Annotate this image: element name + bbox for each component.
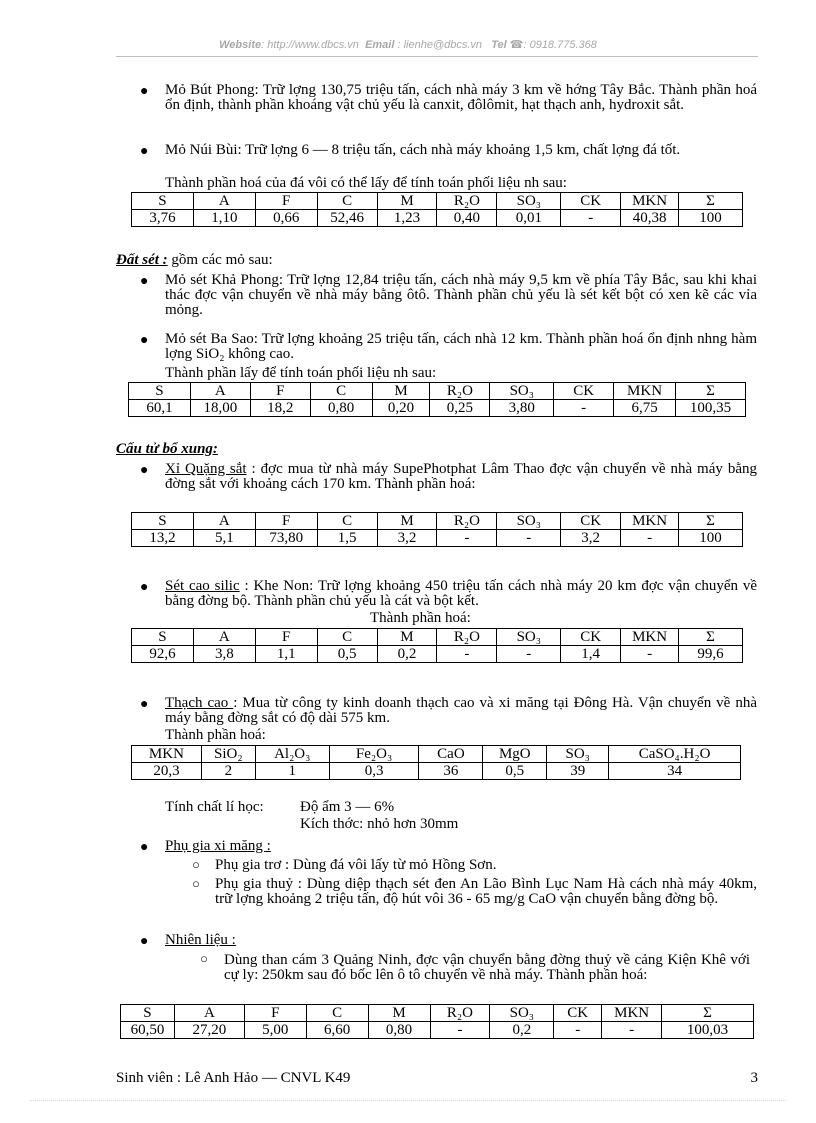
table-header-row bbox=[121, 1005, 754, 1022]
table-cell: 60,1 bbox=[129, 400, 191, 417]
limestone-composition-table bbox=[131, 192, 743, 227]
inert-additive-item: Phụ gia trơ : Dùng đá vôi lấy từ mỏ Hồng Sơn. bbox=[215, 857, 497, 873]
table-header-cell: MKN bbox=[602, 1005, 662, 1022]
table-cell: 0,2 bbox=[377, 646, 437, 663]
table-header-cell: Σ bbox=[662, 1005, 754, 1022]
table-row bbox=[132, 530, 743, 547]
fuel-text: Dùng than cám 3 Quảng Ninh, đợc vận chuyển bằng đờng thuỷ về cảng Kiện Khê với cự ly: 250km sau đó bốc lên ô tô chuyển về nhà máy. Thành phần hoá: bbox=[224, 952, 750, 983]
table-cell: 40,38 bbox=[621, 210, 679, 227]
table-header-cell: MKN bbox=[132, 746, 202, 763]
table-cell: - bbox=[554, 1022, 602, 1039]
clay-title: Đất sét : bbox=[116, 252, 168, 268]
table-cell: 5,00 bbox=[244, 1022, 306, 1039]
tel-value: ☎: 0918.775.368 bbox=[509, 39, 597, 51]
table-cell: 0,25 bbox=[430, 400, 490, 417]
table-header-cell: Fe₂O₃ bbox=[329, 746, 419, 763]
table-header-cell: MgO bbox=[483, 746, 547, 763]
table-cell: 3,8 bbox=[193, 646, 255, 663]
limestone-intro: Thành phần hoá của đá vôi có thể lấy để tính toán phối liệu nh sau: bbox=[165, 175, 567, 191]
table-cell: 1,1 bbox=[255, 646, 317, 663]
student-info: Sinh viên : Lê Anh Hảo — CNVL K49 bbox=[116, 1070, 351, 1086]
table-header-cell: MKN bbox=[621, 629, 679, 646]
bullet-icon: ● bbox=[140, 934, 149, 949]
table-cell: - bbox=[497, 646, 561, 663]
bullet-icon: ● bbox=[140, 144, 149, 159]
table-header-cell: CK bbox=[561, 193, 621, 210]
page-header bbox=[0, 38, 816, 53]
clay-title-rest: gồm các mỏ sau: bbox=[167, 252, 273, 268]
table-cell: 3,2 bbox=[561, 530, 621, 547]
table-cell: 1,23 bbox=[377, 210, 437, 227]
circle-bullet-icon: ○ bbox=[192, 857, 200, 872]
table-header-cell: A bbox=[193, 629, 255, 646]
table-cell: 39 bbox=[547, 763, 609, 780]
table-cell: 100 bbox=[679, 210, 743, 227]
table-cell: 0,66 bbox=[255, 210, 317, 227]
table-cell: 0,5 bbox=[483, 763, 547, 780]
slag-composition-table bbox=[131, 512, 743, 547]
table-header-row bbox=[132, 746, 741, 763]
table-cell: 1,10 bbox=[193, 210, 255, 227]
table-cell: 0,2 bbox=[490, 1022, 554, 1039]
clay-heading bbox=[116, 253, 273, 268]
website-url[interactable]: : http://www.dbcs.vn bbox=[261, 39, 359, 51]
table-header-cell: MKN bbox=[621, 513, 679, 530]
table-cell: 0,3 bbox=[329, 763, 419, 780]
gypsum-intro: Thành phần hoá: bbox=[165, 727, 266, 743]
gypsum-text: : Mua từ công ty kinh doanh thạch cao và xi măng tại Đông Hà. Vận chuyển về nhà máy bằng đờng sắt có độ dài 575 km. bbox=[165, 695, 757, 726]
table-header-cell: SO₃ bbox=[547, 746, 609, 763]
table-header-cell: Σ bbox=[679, 193, 743, 210]
page-number: 3 bbox=[750, 1070, 758, 1086]
table-header-cell: CK bbox=[554, 383, 614, 400]
hydraulic-additive-item: Phụ gia thuỷ : Dùng diệp thạch sét đen An Lão Bình Lục Nam Hà cách nhà máy 40km, trữ lợng khoảng 2 triệu tấn, độ hút vôi 36 - 65 mg/g CaO vận chuyển bằng đờng bộ. bbox=[215, 876, 757, 907]
table-row bbox=[132, 763, 741, 780]
table-row bbox=[121, 1022, 754, 1039]
physical-label: Tính chất lí học: bbox=[165, 799, 264, 815]
header-divider bbox=[116, 56, 758, 57]
circle-bullet-icon: ○ bbox=[192, 876, 200, 891]
table-cell: - bbox=[621, 646, 679, 663]
bullet-icon: ● bbox=[140, 274, 149, 289]
table-cell: 0,80 bbox=[310, 400, 372, 417]
limestone-item-nui-bui: Mỏ Núi Bùi: Trữ lợng 6 — 8 triệu tấn, cách nhà máy khoảng 1,5 km, chất lợng đá tốt. bbox=[165, 142, 681, 158]
table-header-cell: SO₃ bbox=[497, 193, 561, 210]
table-header-cell: MKN bbox=[614, 383, 676, 400]
table-header-cell: A bbox=[174, 1005, 244, 1022]
table-header-row bbox=[132, 193, 743, 210]
table-cell: 0,80 bbox=[368, 1022, 430, 1039]
table-cell: 6,60 bbox=[306, 1022, 368, 1039]
table-cell: 99,6 bbox=[679, 646, 743, 663]
table-header-row bbox=[132, 629, 743, 646]
footer-divider bbox=[30, 1100, 786, 1101]
table-cell: 1 bbox=[255, 763, 329, 780]
silica-composition-table bbox=[131, 628, 743, 663]
table-header-row bbox=[129, 383, 746, 400]
table-header-cell: R₂O bbox=[430, 383, 490, 400]
table-header-cell: F bbox=[250, 383, 310, 400]
table-cell: 20,3 bbox=[132, 763, 202, 780]
table-header-cell: R₂O bbox=[430, 1005, 490, 1022]
silica-label: Sét cao silic bbox=[165, 578, 240, 594]
slag-label: Xỉ Quặng sắt bbox=[165, 461, 247, 477]
table-cell: 0,40 bbox=[437, 210, 497, 227]
table-header-cell: SO₃ bbox=[490, 383, 554, 400]
table-cell: 27,20 bbox=[174, 1022, 244, 1039]
clay-item-ba-sao: Mỏ sét Ba Sao: Trữ lợng khoảng 25 triệu tấn, cách nhà 12 km. Thành phần hoá ổn định nhng hàm lợng SiO₂ không cao. bbox=[165, 331, 757, 362]
table-header-cell: SO₃ bbox=[490, 1005, 554, 1022]
table-header-cell: C bbox=[310, 383, 372, 400]
table-cell: 0,01 bbox=[497, 210, 561, 227]
table-cell: 18,00 bbox=[190, 400, 250, 417]
slag-item bbox=[165, 462, 757, 492]
table-cell: - bbox=[602, 1022, 662, 1039]
table-cell: 100,35 bbox=[676, 400, 746, 417]
table-cell: - bbox=[437, 646, 497, 663]
tel-label: Tel bbox=[491, 39, 507, 51]
table-cell: - bbox=[497, 530, 561, 547]
limestone-item-but-phong: Mỏ Bút Phong: Trữ lợng 130,75 triệu tấn, cách nhà máy 3 km về hớng Tây Bắc. Thành phần hoá ổn định, thành phần khoáng vật chủ yếu là canxit, đôlômit, hạt thạch anh, hydroxit sắt. bbox=[165, 82, 757, 113]
table-header-cell: F bbox=[255, 193, 317, 210]
table-header-cell: M bbox=[368, 1005, 430, 1022]
bullet-icon: ● bbox=[140, 840, 149, 855]
table-cell: 13,2 bbox=[132, 530, 194, 547]
table-cell: 18,2 bbox=[250, 400, 310, 417]
table-header-cell: Σ bbox=[676, 383, 746, 400]
table-header-cell: CaO bbox=[419, 746, 483, 763]
table-header-cell: A bbox=[193, 193, 255, 210]
table-cell: - bbox=[437, 530, 497, 547]
table-cell: 36 bbox=[419, 763, 483, 780]
table-header-cell: R₂O bbox=[437, 629, 497, 646]
table-header-cell: F bbox=[255, 513, 317, 530]
table-header-cell: M bbox=[377, 193, 437, 210]
table-header-cell: CK bbox=[561, 513, 621, 530]
table-row bbox=[132, 210, 743, 227]
table-header-cell: R₂O bbox=[437, 193, 497, 210]
table-cell: 92,6 bbox=[132, 646, 194, 663]
bullet-icon: ● bbox=[140, 333, 149, 348]
table-header-cell: CaSO₄.H₂O bbox=[609, 746, 741, 763]
table-cell: 3,2 bbox=[377, 530, 437, 547]
table-cell: - bbox=[430, 1022, 490, 1039]
physical-size: Kích thớc: nhỏ hơn 30mm bbox=[300, 816, 459, 832]
table-header-cell: M bbox=[372, 383, 430, 400]
table-header-cell: S bbox=[121, 1005, 175, 1022]
table-header-cell: R₂O bbox=[437, 513, 497, 530]
circle-bullet-icon: ○ bbox=[200, 951, 208, 966]
silica-clay-item bbox=[165, 579, 757, 609]
page-footer bbox=[116, 1071, 758, 1086]
website-label: Website bbox=[219, 39, 262, 51]
table-cell: 3,80 bbox=[490, 400, 554, 417]
table-header-cell: F bbox=[255, 629, 317, 646]
clay-item-kha-phong: Mỏ sét Khả Phong: Trữ lợng 12,84 triệu tấn, cách nhà máy 9,5 km về phía Tây Bắc, sau khi khai thác đợc vận chuyển về nhà máy bằng ôtô. Thành phần chủ yếu là sét kết bột có xen kẽ các vỉa mỏng. bbox=[165, 272, 757, 318]
silica-intro: Thành phần hoá: bbox=[370, 610, 471, 626]
table-cell: - bbox=[621, 530, 679, 547]
table-header-cell: C bbox=[317, 513, 377, 530]
table-header-cell: S bbox=[132, 629, 194, 646]
table-cell: 5,1 bbox=[193, 530, 255, 547]
table-header-cell: S bbox=[132, 513, 194, 530]
table-header-cell: C bbox=[306, 1005, 368, 1022]
table-cell: 52,46 bbox=[317, 210, 377, 227]
table-cell: 34 bbox=[609, 763, 741, 780]
table-cell: - bbox=[554, 400, 614, 417]
gypsum-composition-table bbox=[131, 745, 741, 780]
bullet-icon: ● bbox=[140, 580, 149, 595]
table-header-cell: Σ bbox=[679, 513, 743, 530]
table-cell: 1,4 bbox=[561, 646, 621, 663]
table-header-cell: M bbox=[377, 629, 437, 646]
table-header-cell: A bbox=[190, 383, 250, 400]
table-header-cell: CK bbox=[561, 629, 621, 646]
table-cell: 3,76 bbox=[132, 210, 194, 227]
bullet-icon: ● bbox=[140, 463, 149, 478]
fuel-title: Nhiên liệu : bbox=[165, 932, 236, 948]
table-cell: 73,80 bbox=[255, 530, 317, 547]
table-header-cell: S bbox=[129, 383, 191, 400]
bullet-icon: ● bbox=[140, 84, 149, 99]
fuel-composition-table bbox=[120, 1004, 754, 1039]
table-header-cell: C bbox=[317, 629, 377, 646]
bullet-icon: ● bbox=[140, 697, 149, 712]
table-cell: 100,03 bbox=[662, 1022, 754, 1039]
table-header-cell: A bbox=[193, 513, 255, 530]
table-cell: 2 bbox=[201, 763, 255, 780]
table-header-cell: SiO₂ bbox=[201, 746, 255, 763]
table-header-cell: Σ bbox=[679, 629, 743, 646]
slag-text: : đợc mua từ nhà máy SupePhotphat Lâm Thao đợc vận chuyển về nhà máy bằng đờng sắt với khoảng cách 170 km. Thành phần hoá: bbox=[165, 461, 757, 492]
table-header-cell: C bbox=[317, 193, 377, 210]
table-header-cell: MKN bbox=[621, 193, 679, 210]
email-label: Email bbox=[365, 39, 395, 51]
gypsum-label: Thạch cao bbox=[165, 695, 234, 711]
table-header-cell: M bbox=[377, 513, 437, 530]
table-cell: - bbox=[561, 210, 621, 227]
table-header-cell: Al₂O₃ bbox=[255, 746, 329, 763]
table-header-cell: S bbox=[132, 193, 194, 210]
table-header-row bbox=[132, 513, 743, 530]
email-value[interactable]: : lienhe@dbcs.vn bbox=[397, 39, 483, 51]
table-header-cell: SO₃ bbox=[497, 629, 561, 646]
clay-intro: Thành phần lấy để tính toán phối liệu nh sau: bbox=[165, 365, 437, 381]
table-header-cell: F bbox=[244, 1005, 306, 1022]
additive-title: Cấu tử bổ xung: bbox=[116, 441, 218, 457]
physical-moisture: Độ ẩm 3 — 6% bbox=[300, 799, 395, 815]
table-header-cell: CK bbox=[554, 1005, 602, 1022]
table-cell: 0,20 bbox=[372, 400, 430, 417]
silica-text: : Khe Non: Trữ lợng khoảng 450 triệu tấn cách nhà máy 20 km đợc vận chuyển về bằng đờng bộ. Thành phần chủ yếu là cát và bột kết. bbox=[165, 578, 758, 609]
table-cell: 100 bbox=[679, 530, 743, 547]
table-row bbox=[129, 400, 746, 417]
table-header-cell: SO₃ bbox=[497, 513, 561, 530]
table-row bbox=[132, 646, 743, 663]
clay-composition-table bbox=[128, 382, 746, 417]
gypsum-item bbox=[165, 696, 757, 726]
table-cell: 1,5 bbox=[317, 530, 377, 547]
table-cell: 6,75 bbox=[614, 400, 676, 417]
table-cell: 60,50 bbox=[121, 1022, 175, 1039]
table-cell: 0,5 bbox=[317, 646, 377, 663]
cement-additive-title: Phụ gia xi măng : bbox=[165, 838, 271, 854]
